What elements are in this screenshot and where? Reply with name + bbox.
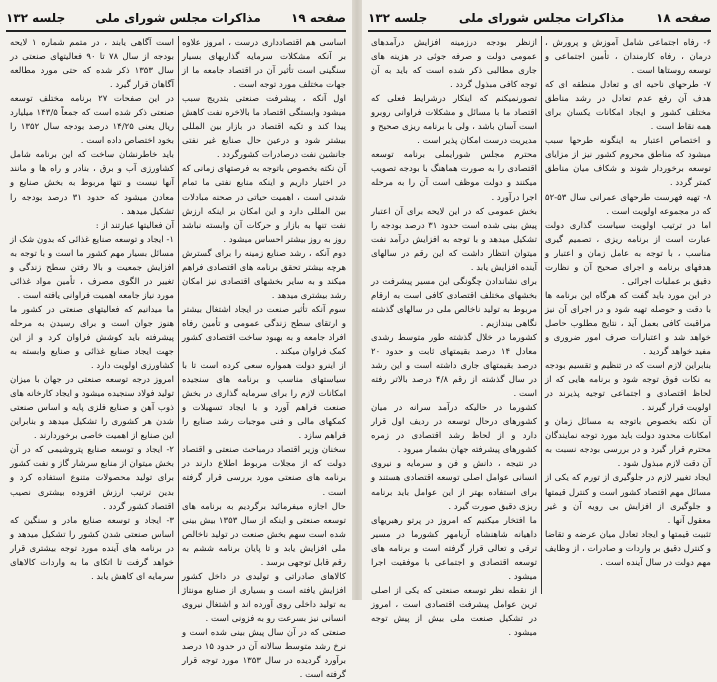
paragraph: تصورنمیکنم که اینکار درشرایط فعلی که اقتصاد ما با مسائل و مشکلات فراوانی روبرو است آسان باشد ، ولی با برنامه ریزی صحیح و مدیریت درست امکان پذیر است . — [371, 94, 537, 147]
paragraph: در نتیجه ، دانش و فن و سرمایه و نیروی انسانی عوامل اصلی توسعه اقتصادی هستند و برای استفاده بهتر از این عوامل باید برنامه ریزی دقیق صورت گیرد . — [371, 459, 537, 512]
paragraph: برای نشاندادن چگونگی این مسیر پیشرفت در بخشهای مختلف اقتصادی کافی است به ارقام مربوط به تولید ناخالص ملی در سالهای گذشته نگاهی بیندازیم . — [371, 276, 537, 329]
header-divider — [6, 30, 346, 32]
left-page — [0, 0, 352, 681]
paragraph: ۲- ایجاد و توسعه صنایع پتروشیمی که در آن بخش میتوان از منابع سرشار گاز و نفت کشور برای تولید محصولات متنوع استفاده کرد و بدین ترتیب ارزش افزوده بیشتری نصیب اقتصاد کشور گردد . — [10, 445, 174, 512]
paragraph: امروز درجه توسعه صنعتی در جهان با میزان تولید فولاد سنجیده میشود و ایجاد کارخانه های ذوب آهن و صنایع فلزی پایه و اساس صنعتی شدن هر کشوری را تشکیل میدهد و بنابراین این صنایع از اهمیت خاصی برخوردارند . — [10, 375, 174, 442]
paragraph: آن نکته بخصوص باتوجه به فرصتهای زمانی که در اختیار داریم و اینکه منابع نفتی ما تمام شدنی است ، اهمیت حیاتی در صحنه مبادلات بین المللی دارد و این امکان بر اینکه ارزش نفت تنها به بازار و حرکات آن وابسته نباشد روز به روز بیشتر احساس میشود . — [182, 164, 346, 245]
book-gutter — [352, 0, 362, 600]
column-divider — [178, 36, 179, 594]
paragraph: سوم آنکه تأثیر صنعت در ایجاد اشتغال بیشتر و ارتقای سطح زندگی عمومی و تأمین رفاه افراد جامعه و به بهبود ساخت اقتصادی کشور کمک فراوان میکند . — [182, 304, 346, 358]
session-number: جلسه ۱۳۲ — [368, 11, 428, 25]
text-column-right — [182, 36, 346, 681]
paragraph: و اختصاص اعتبار به اینگونه طرحها سبب میشود که مناطق محروم کشور نیز از مزایای توسعه برخوردار شوند و شکاف میان مناطق کمتر گردد . — [545, 136, 711, 189]
paragraph: ۶- رفاه اجتماعی شامل آموزش و پرورش ، درمان ، رفاه کارمندان ، تأمین اجتماعی و توسعه روستاها است . — [545, 38, 711, 77]
text-column-left — [371, 36, 538, 638]
paragraph: است آگاهی یابند ، در متمم شماره ۱ لایحه بودجه از سال ۷۸ تا ۹۰ فعالیتهای صنعتی در سال ۱۳۵۳ ذکر شده که حتی مورد مطالعه آگاهان قرار گیرد . — [10, 38, 174, 91]
paragraph: در این صفحات ۲۷ برنامه مختلف توسعه صنعتی ذکر شده است که جمعاً ۱۴۳/۵ میلیارد ریال یعنی ۱۴/۲۵ درصد بودجه سال ۱۳۵۲ را بخود اختصاص داده است . — [10, 94, 174, 147]
paragraph: کالاهای صادراتی و تولیدی در داخل کشور افزایش یافته است و بسیاری از صنایع مونتاژ به تولید داخلی روی آورده اند و اشتغال نیروی انسانی نیز بسرعت رو به فزونی است . — [182, 571, 346, 624]
paragraph: آن فعالیتها عبارتند از : — [95, 220, 174, 231]
paragraph: صنعتی که در آن سال پیش بینی شده است و نرخ رشد متوسط سالانه آن در حدود ۱۵ درصد برآورد گردیده در سال ۱۳۵۳ مورد توجه قرار گرفته است . — [182, 627, 346, 681]
paragraph: سخنان وزیر اقتصاد درمباحث صنعتی و اقتصاد دولت که از مجلات مربوط اطلاع دارند در برنامه های صنعتی مورد بررسی قرار گرفته است . — [182, 445, 346, 498]
paragraph: دوم آنکه ، رشد صنایع زمینه را برای گسترش هرچه بیشتر تحقق برنامه های اقتصادی فراهم میکند و به سایر بخشهای اقتصادی نیز امکان رشد بیشتری میدهد . — [182, 248, 346, 301]
paragraph: ما افتخار میکنیم که امروز در پرتو رهبریهای داهیانه شاهنشاه آریامهر کشورما در مسیر ترقی و تعالی قرار گرفته است و برنامه های توسعه اقتصادی و اجتماعی با موفقیت اجرا میشود . — [371, 515, 537, 582]
column-divider — [541, 36, 542, 594]
paragraph: از اینرو دولت همواره سعی کرده است تا با سیاستهای مناسب و برنامه های سنجیده امکانات لازم را برای سرمایه گذاری در بخش صنعت فراهم آورد و با ایجاد تسهیلات و کمکهای مالی و فنی موجبات رشد صنایع را فراهم سازد . — [182, 361, 346, 442]
paragraph: اساسی هم اقتصادداری درست ، امروز علاوه بر آنکه مشکلات سرمایه گذاریهای بسیار سنگینی است تأثیر آن در اقتصاد جامعه ما از جهات مختلف مورد توجه است . — [182, 38, 346, 91]
publication-title: مذاکرات مجلس شورای ملی — [458, 11, 625, 25]
paragraph: اول آنکه ، پیشرفت صنعتی بتدریج سبب میشود وابستگی اقتصاد ما بالاخره نفت کاهش پیدا کند و تکیه اقتصاد در بازار بین المللی بیشتر شود و درعین حال صنایع غیر نفتی جانشین نفت درصادرات کشورگردد . — [182, 94, 346, 161]
session-number: جلسه ۱۳۲ — [6, 11, 66, 25]
paragraph: حال اجازه میفرمائید برگردیم به برنامه های توسعه صنعتی و اینکه از سال ۱۳۵۳ بیش بینی شده است سهم بخش صنعت در تولید ناخالص ملی افزایش یابد و تا پایان برنامه ششم به رقم قابل توجهی برسد . — [182, 501, 346, 568]
paragraph: باید خاطرنشان ساخت که این برنامه شامل کشاورزی آب و برق ، بنادر و راه ها و مانند آنها نیست و تنها مربوط به بخش صنایع و معادن میشود که حدود ۳۱ درصد بودجه را تشکیل میدهد . — [10, 150, 174, 217]
right-page — [362, 0, 717, 638]
paragraph: ما میدانیم که فعالیتهای صنعتی در کشور ما هنوز جوان است و برای رسیدن به مرحله پیشرفته باید کوشش فراوان کرد و از این جهت ایجاد صنایع غذائی و صنایع وابسته به کشاورزی اولویت دارد . — [10, 304, 174, 372]
paragraph: آن نکته بخصوص باتوجه به مسائل زمان و امکانات محدود دولت باید مورد توجه نمایندگان محترم قرار گیرد و در بررسی بودجه نسبت به آن دقت لازم مبذول شود . — [545, 417, 711, 470]
paragraph: از نقطه نظر توسعه صنعتی که یکی از اصلی ترین عوامل پیشرفت اقتصادی است ، امروز در تشکیل صنعت ملی بیش از پیش توجه میشود . — [371, 585, 537, 638]
publication-title: مذاکرات مجلس شورای ملی — [95, 11, 261, 25]
paragraph: ازنظر بودجه درزمینه افزایش درآمدهای عمومی دولت و صرفه جوئی در هزینه های جاری مطالبی ذکر شده است که باید به آن توجه کافی مبذول گردد . — [371, 38, 537, 91]
paragraph: بخش عمومی که در این لایحه برای آن اعتبار پیش بینی شده است حدود ۳۱ درصد بودجه را تشکیل میدهد و با توجه به افزایش درآمد نفت میتوان انتظار داشت که این رقم در سالهای آینده افزایش یابد . — [371, 206, 537, 273]
paragraph: ۳- ایجاد و توسعه صنایع مادر و سنگین که اساس صنعتی شدن کشور را تشکیل میدهد و در برنامه های آینده مورد توجه بیشتری قرار خواهد گرفت تا اتکای ما به واردات کالاهای سرمایه ای کاهش یابد . — [10, 515, 174, 582]
paragraph: ۸- تهیه فهرست طرحهای عمرانی سال ۵۳-۵۲ که در مجموعه اولویت است . — [545, 192, 711, 217]
text-column-right — [545, 36, 711, 596]
header-divider — [368, 30, 711, 32]
page-number: صفحه ۱۸ — [656, 11, 711, 25]
paragraph: کشورما در حالیکه درآمد سرانه در میان کشورهای درحال توسعه در ردیف اول قرار دارد و از لحاظ رشد اقتصادی در زمره کشورهای پیشرفته جهان بشمار میرود . — [371, 403, 537, 456]
paragraph: در این مورد باید گفت که هرگاه این برنامه ها با دقت و حوصله تهیه شود و در اجرای آن نیز مراقبت کافی بعمل آید ، نتایج مطلوب حاصل خواهد شد و اعتبارات صرف امور ضروری و مفید خواهد گردید . — [545, 290, 711, 358]
paragraph: کشورما در خلال گذشته طور متوسط رشدی معادل ۱۴ درصد بقیمتهای ثابت و حدود ۲۰ درصد بقیمتهای جاری داشته است و این رشد در سال گذشته از رقم ۴/۸ درصد بالاتر رفته است . — [371, 332, 538, 400]
paragraph: ایجاد تغییر لازم در جلوگیری از تورم که یکی از مسائل مهم اقتصاد کشور است و کنترل قیمتها و جلوگیری از افزایش بی رویه آن و غیر معقول آنها . — [545, 473, 711, 526]
paragraph: ۷- طرحهای ناحیه ای و تعادل منطقه ای که هدف آن رفع عدم تعادل در رشد مناطق مختلف کشور و ایجاد امکانات یکسان برای همه نقاط است . — [545, 80, 711, 133]
paragraph: محترم مجلس شورایملی برنامه توسعه اقتصادی را به صورت هماهنگ با بودجه تصویب میکنند و دولت موظف است آن را به مرحله اجرا درآورد . — [371, 150, 537, 203]
text-column-left — [10, 36, 174, 596]
paragraph: تثبیت قیمتها و ایجاد تعادل میان عرضه و تقاضا و کنترل دقیق بر واردات و صادرات ، از وظایف مهم دولت در سال آینده است . — [545, 529, 711, 568]
right-page-header — [368, 8, 711, 28]
paragraph: ۱- ایجاد و توسعه صنایع غذائی که بدون شک از مسائل بسیار مهم کشور ما است و با توجه به افزایش جمعیت و بالا رفتن سطح زندگی و تغییر در الگوی مصرف ، تأمین مواد غذائی مورد نیاز جامعه اهمیت فراوانی یافته است . — [10, 234, 174, 301]
left-page-header — [6, 8, 346, 28]
paragraph: بنابراین لازم است که در تنظیم و تقسیم بودجه به نکات فوق توجه شود و برنامه هایی که از لحاظ اقتصادی و اجتماعی توجیه پذیرند در اولویت قرار گیرند . — [545, 361, 711, 414]
paragraph: اما در ترتیب اولویت سیاست گذاری دولت عبارت است از برنامه ریزی ، تصمیم گیری مناسب ، با توجه به عامل زمان و اعتبار و هدفهای برنامه و اجرای صحیح آن و نظارت دقیق بر عملیات اجرائی . — [545, 220, 711, 287]
page-number: صفحه ۱۹ — [291, 11, 346, 25]
